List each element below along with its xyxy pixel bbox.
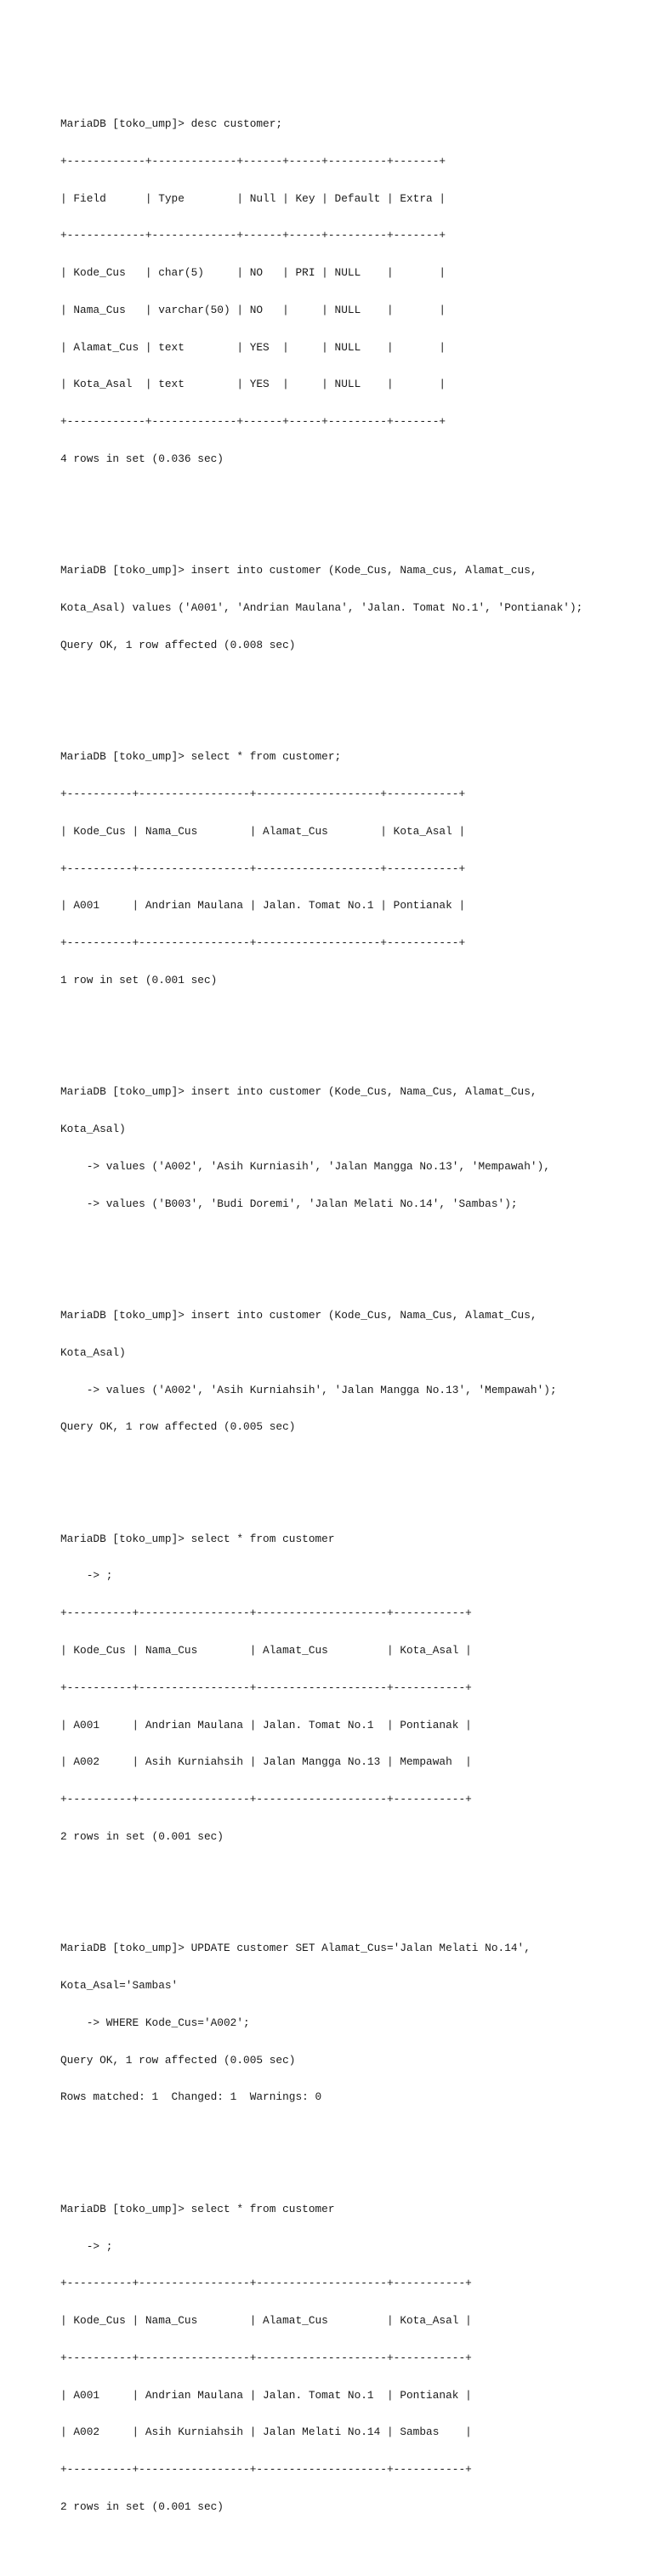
table-header-row: | Kode_Cus | Nama_Cus | Alamat_Cus | Kota_Asal | <box>60 2314 472 2328</box>
table-border: +------------+-------------+------+-----+---------+-------+ <box>60 415 446 429</box>
select-one-row-block <box>60 726 647 1012</box>
result-status: Rows matched: 1 Changed: 1 Warnings: 0 <box>60 2090 322 2104</box>
table-row: | A002 | Asih Kurniahsih | Jalan Melati No.14 | Sambas | <box>60 2425 472 2439</box>
sql-prompt-line: MariaDB [toko_ump]> select * from customer; <box>60 750 342 764</box>
sql-continuation-line: -> values ('B003', 'Budi Doremi', 'Jalan Melati No.14', 'Sambas'); <box>60 1197 518 1210</box>
sql-continuation-line: -> ; <box>60 1569 113 1583</box>
sql-prompt-line: MariaDB [toko_ump]> select * from customer <box>60 1532 335 1545</box>
result-status: 1 row in set (0.001 sec) <box>60 973 218 987</box>
sql-continuation-line: Kota_Asal='Sambas' <box>60 1979 179 1993</box>
sql-prompt-line: MariaDB [toko_ump]> desc customer; <box>60 117 283 130</box>
table-row: | A001 | Andrian Maulana | Jalan. Tomat No.1 | Pontianak | <box>60 2388 472 2402</box>
table-border: +----------+-----------------+--------------------+-----------+ <box>60 2463 472 2476</box>
result-status: 4 rows in set (0.036 sec) <box>60 452 224 465</box>
select-updated-block <box>60 2179 647 2539</box>
insert-a001-block <box>60 540 647 677</box>
table-border: +------------+-------------+------+-----+---------+-------+ <box>60 229 446 242</box>
table-border: +----------+-----------------+-------------------+-----------+ <box>60 936 466 950</box>
result-status: Query OK, 1 row affected (0.008 sec) <box>60 638 296 651</box>
table-row: | Alamat_Cus | text | YES | | NULL | | <box>60 340 446 354</box>
result-status: 2 rows in set (0.001 sec) <box>60 1829 224 1843</box>
table-border: +----------+-----------------+--------------------+-----------+ <box>60 1793 472 1806</box>
sql-prompt-line: MariaDB [toko_ump]> insert into customer (Kode_Cus, Nama_cus, Alamat_cus, <box>60 564 537 577</box>
table-row: | Nama_Cus | varchar(50) | NO | | NULL | | <box>60 303 446 316</box>
table-row: | A002 | Asih Kurniahsih | Jalan Mangga No.13 | Mempawah | <box>60 1755 472 1769</box>
table-border: +----------+-----------------+--------------------+-----------+ <box>60 2351 472 2364</box>
sql-prompt-line: MariaDB [toko_ump]> UPDATE customer SET Alamat_Cus='Jalan Melati No.14', <box>60 1942 531 1955</box>
sql-prompt-line: MariaDB [toko_ump]> select * from customer <box>60 2202 335 2215</box>
sql-continuation-line: -> values ('A002', 'Asih Kurniasih', 'Jalan Mangga No.13', 'Mempawah'), <box>60 1159 550 1173</box>
insert-a002-block <box>60 1285 647 1459</box>
select-two-rows-block <box>60 1508 647 1868</box>
sql-continuation-line: -> ; <box>60 2239 113 2253</box>
sql-continuation-line: Kota_Asal) <box>60 1345 126 1359</box>
table-row: | Kota_Asal | text | YES | | NULL | | <box>60 378 446 391</box>
desc-customer-block <box>60 94 647 491</box>
result-status: Query OK, 1 row affected (0.005 sec) <box>60 1420 296 1434</box>
sql-prompt-line: MariaDB [toko_ump]> insert into customer (Kode_Cus, Nama_Cus, Alamat_Cus, <box>60 1308 537 1322</box>
table-border: +----------+-----------------+-------------------+-----------+ <box>60 788 466 801</box>
table-row: | A001 | Andrian Maulana | Jalan. Tomat No.1 | Pontianak | <box>60 1718 472 1732</box>
table-border: +------------+-------------+------+-----+---------+-------+ <box>60 154 446 168</box>
table-row: | A001 | Andrian Maulana | Jalan. Tomat No.1 | Pontianak | <box>60 899 466 913</box>
sql-prompt-line: MariaDB [toko_ump]> insert into customer (Kode_Cus, Nama_Cus, Alamat_Cus, <box>60 1085 537 1099</box>
table-header-row: | Field | Type | Null | Key | Default | Extra | <box>60 191 446 205</box>
result-status: Query OK, 1 row affected (0.005 sec) <box>60 2053 296 2067</box>
table-border: +----------+-----------------+--------------------+-----------+ <box>60 1606 472 1620</box>
table-border: +----------+-----------------+--------------------+-----------+ <box>60 2277 472 2290</box>
table-header-row: | Kode_Cus | Nama_Cus | Alamat_Cus | Kota_Asal | <box>60 824 466 838</box>
sql-continuation-line: Kota_Asal) <box>60 1123 126 1136</box>
table-border: +----------+-----------------+-------------------+-----------+ <box>60 862 466 875</box>
terminal-output <box>60 56 647 2576</box>
insert-multi-block <box>60 1061 647 1235</box>
result-status: 2 rows in set (0.001 sec) <box>60 2499 224 2513</box>
table-row: | Kode_Cus | char(5) | NO | PRI | NULL | | <box>60 266 446 280</box>
update-block <box>60 1918 647 2129</box>
table-border: +----------+-----------------+--------------------+-----------+ <box>60 1680 472 1694</box>
sql-continuation-line: -> WHERE Kode_Cus='A002'; <box>60 2016 250 2029</box>
table-header-row: | Kode_Cus | Nama_Cus | Alamat_Cus | Kota_Asal | <box>60 1644 472 1657</box>
sql-continuation-line: -> values ('A002', 'Asih Kurniahsih', 'Jalan Mangga No.13', 'Mempawah'); <box>60 1383 557 1396</box>
sql-continuation-line: Kota_Asal) values ('A001', 'Andrian Maulana', 'Jalan. Tomat No.1', 'Pontianak'); <box>60 601 583 615</box>
